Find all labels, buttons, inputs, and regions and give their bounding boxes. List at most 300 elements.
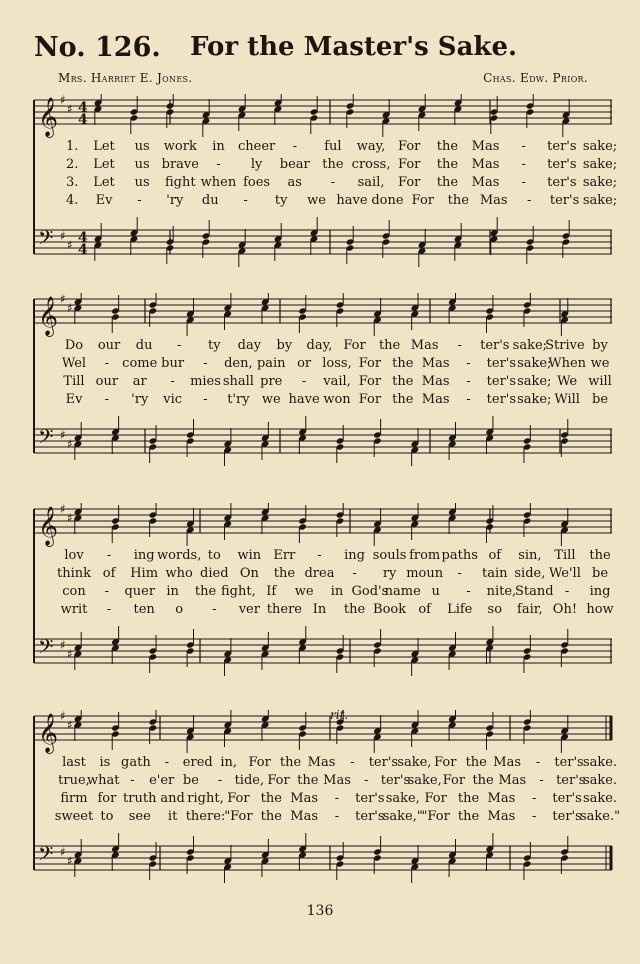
lyric-syllable: the: [392, 356, 414, 371]
lyric-syllable: Err: [273, 548, 296, 563]
time-signature-bottom: 4: [78, 242, 88, 258]
lyric-syllable: ter's: [380, 773, 411, 788]
lyric-syllable: see: [128, 809, 151, 824]
lyric-syllable: For: [248, 755, 271, 770]
lyric-syllable: foes: [243, 175, 271, 190]
lyric-line: [30, 565, 614, 583]
lyric-syllable: in: [330, 584, 344, 599]
lyric-syllable: Ev: [65, 392, 83, 407]
chord-notes: [560, 836, 569, 874]
lyric-syllable: to: [207, 548, 221, 563]
sharp-sign: ♯: [67, 301, 73, 315]
lyric-syllable: loss,: [322, 356, 352, 371]
chord-notes: [336, 425, 345, 463]
lyric-syllable: -: [466, 392, 471, 407]
lyric-syllable: Mas: [498, 773, 527, 788]
lyric-syllable: come: [122, 356, 158, 371]
treble-clef: 𝄞: [38, 506, 59, 546]
lyric-syllable: Life: [447, 602, 473, 617]
lyric-syllable: -: [104, 356, 110, 371]
lyric-syllable: -: [317, 548, 322, 563]
lyric-syllable: sake;: [582, 139, 618, 154]
lyric-syllable: For: [411, 193, 435, 208]
lyric-syllable: In: [312, 602, 327, 617]
lyric-syllable: tain: [482, 566, 508, 581]
sharp-sign: ♯: [60, 503, 66, 516]
lyric-syllable: -: [330, 175, 336, 190]
lyric-syllable: -: [457, 338, 462, 353]
lyric-syllable: be: [591, 392, 609, 407]
lyric-syllable: pre: [260, 374, 283, 389]
lyric-syllable: our: [97, 338, 121, 353]
bass-staff: [34, 833, 612, 883]
lyric-syllable: the: [378, 338, 401, 353]
lyric-syllable: the: [457, 809, 480, 824]
lyric-syllable: For: [267, 773, 290, 788]
lyric-line: [30, 772, 618, 790]
lyric-syllable: us: [134, 157, 150, 172]
lyric-syllable: be: [182, 773, 199, 788]
sharp-sign: ♯: [67, 647, 73, 661]
lyric-syllable: When: [548, 356, 587, 371]
lyric-syllable: Let: [93, 175, 115, 190]
lyric-syllable: have: [336, 193, 368, 208]
lyric-syllable: the: [472, 773, 494, 788]
lyric-syllable: For: [398, 139, 421, 154]
lyric-syllable: For: [227, 791, 250, 806]
lyric-syllable: sake;: [517, 356, 552, 371]
lyric-syllable: won: [323, 392, 351, 407]
lyric-syllable: Mas: [421, 374, 450, 389]
lyric-syllable: when: [200, 175, 237, 190]
lyric-syllable: Book: [373, 602, 407, 617]
lyric-syllable: -: [535, 755, 541, 770]
lyric-syllable: we: [261, 392, 281, 407]
chord-notes: [336, 635, 345, 673]
lyric-syllable: tide,: [234, 773, 265, 788]
chord-notes: [310, 96, 319, 134]
lyric-syllable: -: [292, 139, 297, 154]
lyric-syllable: -: [176, 338, 182, 353]
lyric-syllable: by: [276, 338, 293, 353]
lyric-syllable: in,: [220, 755, 238, 770]
bass-staff: [34, 626, 612, 676]
lyric-syllable: side,: [514, 566, 546, 581]
lyric-syllable: ter's: [480, 338, 510, 353]
chord-notes: [149, 842, 158, 880]
lyric-syllable: we: [294, 584, 314, 599]
lyric-syllable: sake,": [382, 809, 423, 824]
lyric-syllable: -: [521, 175, 526, 190]
lyric-syllable: died: [200, 566, 229, 581]
chord-notes: [94, 94, 103, 125]
chord-notes: [202, 220, 211, 258]
bass-clef: 𝄢: [38, 226, 54, 254]
chord-notes: [485, 295, 494, 333]
lyric-syllable: Mas: [323, 773, 351, 788]
lyric-syllable: fight,: [221, 584, 256, 599]
lyric-syllable: 'ry: [131, 392, 149, 407]
lyric-syllable: sake;: [582, 193, 618, 208]
lyric-syllable: writ: [60, 602, 88, 617]
lyric-syllable: right,: [187, 791, 224, 806]
lyric-syllable: Mas: [471, 175, 500, 190]
lyric-syllable: us: [134, 175, 150, 190]
treble-clef: 𝄞: [38, 296, 59, 336]
chord-notes: [111, 712, 120, 750]
lyric-syllable: will: [588, 374, 612, 389]
lyric-syllable: the: [260, 809, 282, 824]
lyric-syllable: ter's: [556, 773, 586, 788]
verse-number: 2.: [66, 157, 79, 172]
lyric-syllable: -: [350, 755, 355, 770]
chord-notes: [523, 710, 532, 744]
treble-staff: [34, 293, 612, 337]
lyric-syllable: Mas: [410, 338, 439, 353]
lyric-syllable: ver: [238, 602, 260, 617]
lyric-syllable: ered: [182, 755, 213, 770]
lyric-syllable: sake;: [517, 392, 552, 407]
chord-notes: [448, 293, 457, 324]
lyric-syllable: e'er: [149, 773, 175, 788]
lyric-syllable: -: [170, 374, 175, 389]
lyric-syllable: the: [436, 139, 459, 154]
lyric-syllable: -: [301, 374, 307, 389]
lyric-line: [30, 790, 618, 808]
lyric-line: [30, 138, 618, 156]
lyric-syllable: sake,: [407, 773, 442, 788]
lyric-syllable: gath: [121, 755, 151, 770]
lyric-syllable: there: [266, 602, 302, 617]
lyric-line: [30, 156, 618, 174]
lyric-syllable: u: [431, 584, 440, 599]
lyric-syllable: how: [586, 602, 614, 617]
lyric-line: [30, 355, 614, 373]
lyric-syllable: the: [322, 157, 344, 172]
lyric-syllable: -: [532, 791, 537, 806]
lyric-syllable: -: [106, 602, 112, 617]
lyric-syllable: way,: [356, 139, 386, 154]
sharp-sign: ♯: [67, 238, 73, 252]
lyric-syllable: -: [532, 809, 537, 824]
lyric-syllable: and: [160, 791, 185, 806]
lyric-syllable: the: [465, 755, 487, 770]
chord-notes: [298, 712, 307, 750]
lyric-syllable: truth: [123, 791, 157, 806]
lyric-syllable: -: [457, 566, 462, 581]
lyric-line: [30, 337, 614, 355]
chord-notes: [149, 710, 158, 744]
lyric-syllable: -: [217, 773, 223, 788]
lyric-line: [30, 601, 614, 619]
chord-notes: [298, 295, 307, 333]
lyric-syllable: sake.: [582, 773, 618, 788]
lyric-syllable: vail,: [323, 374, 351, 389]
lyric-syllable: souls: [372, 548, 407, 563]
lyric-syllable: -: [334, 809, 340, 824]
lyric-syllable: Him: [130, 566, 159, 581]
lyric-syllable: the: [436, 175, 459, 190]
lyric-syllable: Mas: [479, 193, 508, 208]
hymn-number: No. 126.: [34, 32, 161, 63]
lyric-syllable: -: [466, 356, 471, 371]
lyric-syllable: Mas: [290, 791, 318, 806]
lyric-syllable: For: [358, 356, 382, 371]
lyric-syllable: Mas: [421, 356, 450, 371]
lyric-syllable: we: [307, 193, 326, 208]
hymn-title: For the Master's Sake.: [190, 32, 518, 62]
lyric-syllable: Do: [64, 338, 84, 353]
lyric-syllable: -: [466, 584, 471, 599]
lyric-syllable: ful: [324, 139, 342, 154]
lyric-syllable: of: [102, 566, 116, 581]
chord-notes: [373, 419, 382, 457]
lyric-syllable: -: [364, 773, 369, 788]
lyric-syllable: ry: [382, 566, 397, 581]
lyric-syllable: Let: [93, 157, 115, 172]
chord-notes: [373, 629, 382, 667]
lyric-syllable: firm: [60, 791, 88, 806]
lyric-syllable: -: [212, 602, 217, 617]
lyric-syllable: -: [334, 791, 340, 806]
chord-notes: [560, 419, 569, 457]
lyric-syllable: For: [424, 791, 447, 806]
lyric-line: [30, 174, 618, 192]
lyric-syllable: the: [297, 773, 319, 788]
lyric-syllable: ter's: [552, 791, 582, 806]
sharp-sign: ♯: [60, 428, 66, 442]
chord-notes: [526, 226, 535, 264]
lyric-syllable: 'ry: [166, 193, 184, 208]
lyric-syllable: ing: [589, 584, 611, 599]
lyric-syllable: -: [203, 356, 208, 371]
lyric-syllable: We: [557, 374, 578, 389]
lyric-syllable: Ev: [95, 193, 113, 208]
music-system-1: [30, 94, 618, 284]
chord-notes: [448, 710, 457, 741]
lyric-syllable: -: [130, 773, 135, 788]
sharp-sign: ♯: [67, 854, 73, 868]
verse-number: 4.: [66, 193, 79, 208]
lyric-syllable: For: [398, 157, 421, 172]
lyric-syllable: of: [418, 602, 431, 617]
lyric-syllable: sake.: [582, 791, 618, 806]
lyric-syllable: du: [201, 193, 219, 208]
chord-notes: [149, 425, 158, 463]
lyric-syllable: what: [86, 773, 120, 788]
lyric-syllable: day,: [306, 338, 333, 353]
chord-notes: [74, 293, 83, 324]
lyric-syllable: t'ry: [227, 392, 250, 407]
music-credit: Chas. Edw. Prior.: [483, 71, 588, 85]
chord-notes: [149, 293, 158, 327]
lyric-syllable: cheer: [237, 139, 276, 154]
bass-staff: [34, 217, 612, 267]
sharp-sign: ♯: [60, 710, 66, 723]
lyric-line: [30, 192, 618, 210]
lyric-syllable: ter's: [547, 175, 577, 190]
sharp-sign: ♯: [67, 437, 73, 451]
chord-notes: [523, 635, 532, 673]
lyric-syllable: ter's: [547, 157, 577, 172]
lyric-line: [30, 808, 621, 826]
lyric-syllable: vic: [163, 392, 183, 407]
sharp-sign: ♯: [60, 845, 66, 859]
chord-notes: [149, 503, 158, 537]
chord-notes: [523, 842, 532, 880]
lyric-syllable: ter's: [355, 809, 385, 824]
lyric-syllable: in: [166, 584, 179, 599]
lyric-syllable: quer: [124, 584, 156, 599]
chord-notes: [298, 505, 307, 543]
lyric-syllable: by: [592, 338, 608, 353]
lyric-syllable: nite,: [486, 584, 517, 599]
chord-notes: [454, 94, 463, 125]
lyric-syllable: sake;: [512, 338, 548, 353]
lyric-syllable: be: [591, 566, 609, 581]
sharp-sign: ♯: [67, 511, 73, 525]
lyric-syllable: For: [358, 374, 382, 389]
lyric-syllable: Till: [63, 374, 85, 389]
sharp-sign: ♯: [60, 94, 66, 107]
chord-notes: [382, 220, 391, 258]
lyric-line: [30, 547, 614, 565]
lyric-syllable: so: [487, 602, 503, 617]
lyric-syllable: ing: [344, 548, 365, 563]
lyric-syllable: den,: [224, 356, 253, 371]
treble-staff: [34, 503, 612, 547]
lyric-syllable: sake.: [582, 755, 618, 770]
music-system-2: [30, 293, 614, 483]
chord-notes: [261, 293, 270, 324]
lyric-syllable: the: [589, 548, 611, 563]
lyric-syllable: win: [237, 548, 262, 563]
lyric-syllable: the: [343, 602, 366, 617]
chord-notes: [523, 503, 532, 537]
lyric-syllable: ly: [250, 157, 263, 172]
lyric-syllable: -: [104, 392, 110, 407]
lyric-syllable: the: [447, 193, 469, 208]
lyric-syllable: Till: [554, 548, 576, 563]
chord-notes: [526, 94, 535, 128]
lyric-syllable: sake;: [582, 175, 618, 190]
lyric-syllable: ter's: [486, 356, 517, 371]
chord-notes: [261, 710, 270, 741]
lyric-syllable: day: [237, 338, 262, 353]
lyric-syllable: -: [352, 566, 357, 581]
lyric-syllable: We'll: [548, 566, 581, 581]
chord-notes: [130, 96, 139, 134]
lyric-syllable: -: [243, 193, 248, 208]
lyric-syllable: Mas: [471, 139, 500, 154]
music-system-4: [30, 710, 621, 900]
lyric-syllable: For: [442, 773, 466, 788]
chord-notes: [336, 842, 345, 880]
ritardando-mark: rit.: [330, 708, 349, 722]
lyric-syllable: the: [279, 755, 302, 770]
bass-clef: 𝄢: [38, 425, 54, 453]
lyric-syllable: the: [194, 584, 217, 599]
treble-clef: 𝄞: [38, 713, 59, 753]
sharp-sign: ♯: [67, 718, 73, 732]
chord-notes: [560, 629, 569, 667]
lyric-syllable: ter's: [554, 755, 584, 770]
lyric-syllable: words,: [157, 548, 202, 563]
lyric-syllable: cross,: [351, 157, 391, 172]
lyric-syllable: Let: [93, 139, 115, 154]
lyric-line: [30, 373, 614, 391]
chord-notes: [186, 629, 195, 667]
lyric-syllable: On: [239, 566, 259, 581]
lyric-syllable: -: [106, 548, 112, 563]
lyric-syllable: shall: [222, 374, 254, 389]
lyric-syllable: sail,: [357, 175, 385, 190]
lyric-syllable: ter's: [486, 392, 517, 407]
lyric-syllable: Mas: [487, 791, 516, 806]
chord-notes: [346, 226, 355, 264]
lyric-syllable: If: [266, 584, 277, 599]
lyric-syllable: have: [288, 392, 320, 407]
lyric-syllable: Mas: [487, 809, 516, 824]
chord-notes: [261, 503, 270, 534]
lyric-syllable: -: [466, 374, 471, 389]
lyric-syllable: there:: [185, 809, 226, 824]
lyric-syllable: or: [297, 356, 312, 371]
lyric-syllable: Wel: [61, 356, 87, 371]
chord-notes: [523, 293, 532, 327]
lyric-syllable: the: [392, 392, 414, 407]
words-credit: Mrs. Harriet E. Jones.: [58, 71, 193, 85]
chord-notes: [186, 419, 195, 457]
lyric-syllable: -: [203, 392, 208, 407]
lyric-syllable: ter's: [486, 374, 517, 389]
lyric-syllable: work: [163, 139, 197, 154]
chord-notes: [149, 635, 158, 673]
bass-clef: 𝄢: [38, 842, 54, 870]
lyric-syllable: who: [165, 566, 193, 581]
bass-staff: [34, 416, 612, 466]
time-signature-bottom: 4: [78, 112, 88, 128]
treble-staff: [34, 710, 612, 754]
chord-notes: [562, 220, 571, 258]
lyric-syllable: Mas: [421, 392, 450, 407]
lyric-syllable: mies: [190, 374, 221, 389]
lyric-syllable: For: [434, 755, 457, 770]
lyric-syllable: ter's: [355, 791, 385, 806]
lyric-syllable: For: [358, 392, 382, 407]
lyric-syllable: Oh!: [552, 602, 578, 617]
lyric-syllable: the: [457, 791, 480, 806]
lyric-line: [30, 583, 614, 601]
chord-notes: [274, 94, 283, 125]
verse-number: 1.: [66, 139, 79, 154]
lyric-syllable: the: [436, 157, 459, 172]
lyric-syllable: in: [212, 139, 225, 154]
sharp-sign: ♯: [60, 293, 66, 306]
lyric-syllable: Mas: [307, 755, 336, 770]
lyric-syllable: con: [62, 584, 86, 599]
lyric-syllable: God's: [351, 584, 389, 599]
verse-number: 3.: [66, 175, 79, 190]
lyric-syllable: For: [398, 175, 421, 190]
treble-clef: 𝄞: [38, 97, 59, 137]
lyric-syllable: -: [526, 193, 532, 208]
lyric-syllable: moun: [406, 566, 444, 581]
lyric-syllable: sake;: [517, 374, 552, 389]
lyric-syllable: Mas: [471, 157, 500, 172]
lyric-syllable: is: [99, 755, 111, 770]
lyric-syllable: Mas: [290, 809, 318, 824]
